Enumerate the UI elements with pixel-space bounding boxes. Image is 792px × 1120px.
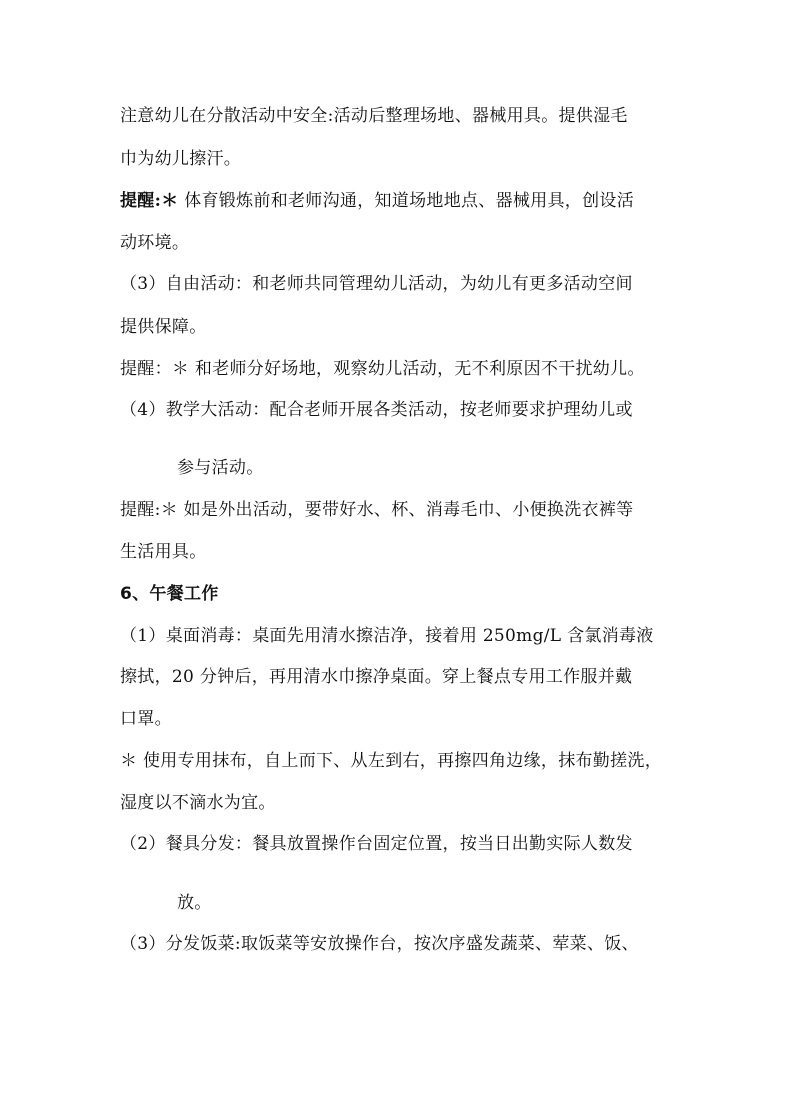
section-heading: 6、午餐工作 <box>120 584 219 604</box>
paragraph-line: 生活用具。 <box>120 542 207 562</box>
reminder-text: 体育锻炼前和老师沟通，知道场地地点、器械用具，创设活 <box>184 191 635 211</box>
reminder-label: 提醒:＊ <box>120 191 179 211</box>
paragraph-line: 提醒：＊ 和老师分好场地，观察幼儿活动，无不利原因不干扰幼儿。 <box>120 359 645 379</box>
paragraph-line: （2）餐具分发：餐具放置操作台固定位置，按当日出勤实际人数发 <box>120 834 633 854</box>
paragraph-line: （1）桌面消毒：桌面先用清水擦洁净，接着用 250mg/L 含氯消毒液 <box>120 626 654 646</box>
paragraph-line: 湿度以不滴水为宜。 <box>120 793 276 813</box>
paragraph-line: （3）自由活动：和老师共同管理幼儿活动，为幼儿有更多活动空间 <box>120 274 633 294</box>
paragraph-line: 口罩。 <box>120 709 172 729</box>
paragraph-line: （3）分发饭菜:取饭菜等安放操作台，按次序盛发蔬菜、荤菜、饭、 <box>120 934 639 954</box>
paragraph-line: 提供保障。 <box>120 317 207 337</box>
paragraph-line: 擦拭，20 分钟后，再用清水巾擦净桌面。穿上餐点专用工作服并戴 <box>120 667 633 687</box>
paragraph-line: 提醒:＊ 如是外出活动，要带好水、杯、消毒毛巾、小便换洗衣裤等 <box>120 500 634 520</box>
paragraph-line: （4）教学大活动：配合老师开展各类活动，按老师要求护理幼儿或 <box>120 400 633 420</box>
paragraph-line: ＊ 使用专用抹布，自上而下、从左到右，再擦四角边缘，抹布勤搓洗， <box>120 751 663 771</box>
paragraph-line: 参与活动。 <box>177 458 264 478</box>
paragraph-line: 巾为幼儿擦汗。 <box>120 149 242 169</box>
paragraph-line: 放。 <box>177 893 212 913</box>
reminder-line <box>120 189 634 213</box>
paragraph-line: 动环境。 <box>120 233 190 253</box>
paragraph-line: 注意幼儿在分散活动中安全:活动后整理场地、器械用具。提供湿毛 <box>120 106 628 126</box>
